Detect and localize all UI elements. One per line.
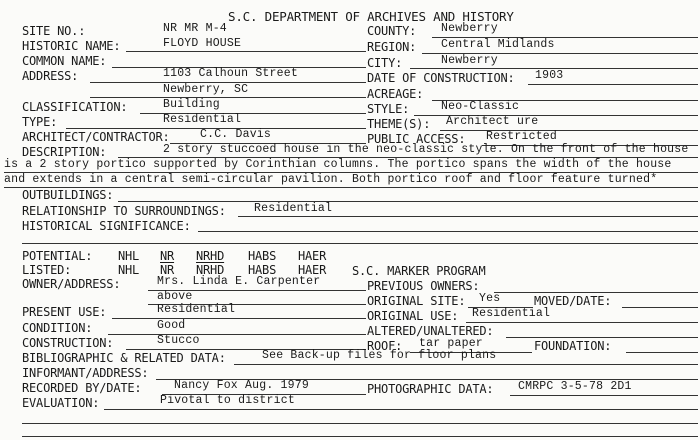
potential-nrhd: NRHD (196, 249, 225, 263)
owner-line1: Mrs. Linda E. Carpenter (157, 275, 321, 288)
marker-program-label: S.C. MARKER PROGRAM (352, 264, 486, 278)
form-header: S.C. DEPARTMENT OF ARCHIVES AND HISTORY (228, 9, 514, 24)
address-line1: 1103 Calhoun Street (163, 67, 298, 80)
architect-value: C.C. Davis (200, 128, 272, 141)
listed-nrhd: NRHD (196, 263, 225, 277)
potential-nr: NR (160, 249, 175, 263)
county-label: COUNTY: (367, 24, 417, 38)
recorded-by-label: RECORDED BY/DATE: (22, 381, 142, 395)
photographic-data-value: CMRPC 3-5-78 2D1 (518, 380, 632, 393)
relationship-value: Residential (254, 202, 333, 215)
listed-habs: HABS (248, 263, 277, 277)
outbuildings-label: OUTBUILDINGS: (22, 188, 114, 202)
present-use-value: Residential (157, 303, 236, 316)
date-of-construction-value: 1903 (535, 69, 564, 82)
region-value: Central Midlands (441, 38, 555, 51)
classification-value: Building (163, 98, 220, 111)
description-line3: and extends in a central semi-circular pavilion. Both portico roof and floor feature turned* (4, 173, 658, 186)
photographic-data-label: PHOTOGRAPHIC DATA: (367, 382, 494, 396)
public-access-value: Restricted (486, 130, 558, 143)
bibliographic-label: BIBLIOGRAPHIC & RELATED DATA: (22, 351, 226, 365)
original-use-label: ORIGINAL USE: (367, 309, 459, 323)
description-line2: is a 2 story portico supported by Corinthian columns. The portico spans the width of the house (4, 158, 672, 171)
address-label: ADDRESS: (22, 69, 79, 83)
city-label: CITY: (367, 56, 403, 70)
relationship-label: RELATIONSHIP TO SURROUNDINGS: (22, 204, 226, 218)
original-use-value: Residential (472, 307, 551, 320)
original-site-value: Yes (479, 292, 501, 305)
region-label: REGION: (367, 40, 417, 54)
listed-nhl: NHL (118, 263, 140, 277)
previous-owners-label: PREVIOUS OWNERS: (367, 279, 480, 293)
site-no-value: NR MR M-4 (163, 22, 227, 35)
listed-nr: NR (160, 263, 175, 277)
acreage-label: ACREAGE: (367, 87, 424, 101)
evaluation-value: Pivotal to district (160, 394, 295, 407)
potential-nhl: NHL (118, 249, 140, 263)
historic-name-label: HISTORIC NAME: (22, 39, 121, 53)
site-no-label: SITE NO.: (22, 24, 86, 38)
construction-label: CONSTRUCTION: (22, 336, 114, 350)
altered-label: ALTERED/UNALTERED: (367, 324, 494, 338)
listed-label: LISTED: (22, 263, 72, 277)
evaluation-label: EVALUATION: (22, 396, 100, 410)
informant-label: INFORMANT/ADDRESS: (22, 366, 149, 380)
description-label: DESCRIPTION: (22, 145, 107, 159)
construction-value: Stucco (157, 334, 200, 347)
county-value: Newberry (441, 22, 498, 35)
potential-label: POTENTIAL: (22, 249, 93, 263)
themes-value: Architect ure (446, 115, 539, 128)
address-line2: Newberry, SC (163, 83, 249, 96)
city-value: Newberry (441, 54, 498, 67)
bibliographic-value: See Back-up files for floor plans (262, 349, 497, 362)
classification-label: CLASSIFICATION: (22, 100, 128, 114)
foundation-label: FOUNDATION: (534, 339, 612, 353)
moved-date-label: MOVED/DATE: (534, 294, 612, 308)
date-of-construction-label: DATE OF CONSTRUCTION: (367, 71, 515, 85)
condition-value: Good (157, 319, 186, 332)
potential-haer: HAER (298, 249, 327, 263)
historic-name-value: FLOYD HOUSE (163, 37, 242, 50)
roof-label: ROOF: (367, 339, 403, 353)
original-site-label: ORIGINAL SITE: (367, 294, 466, 308)
recorded-by-value: Nancy Fox Aug. 1979 (174, 379, 309, 392)
type-label: TYPE: (22, 115, 58, 129)
themes-label: THEME(S): (367, 117, 431, 131)
description-line1: 2 story stuccoed house in the neo-classic style. On the front of the house (163, 143, 689, 156)
historical-significance-label: HISTORICAL SIGNIFICANCE: (22, 219, 191, 233)
style-value: Neo-Classic (441, 100, 520, 113)
potential-habs: HABS (248, 249, 277, 263)
style-label: STYLE: (367, 102, 410, 116)
owner-label: OWNER/ADDRESS: (22, 277, 121, 291)
type-value: Residential (163, 113, 242, 126)
listed-haer: HAER (298, 263, 327, 277)
roof-value: tar paper (419, 337, 483, 350)
architect-label: ARCHITECT/CONTRACTOR: (22, 130, 170, 144)
present-use-label: PRESENT USE: (22, 305, 107, 319)
common-name-label: COMMON NAME: (22, 54, 107, 68)
public-access-label: PUBLIC ACCESS: (367, 132, 466, 146)
condition-label: CONDITION: (22, 321, 93, 335)
owner-line2: above (157, 290, 193, 303)
